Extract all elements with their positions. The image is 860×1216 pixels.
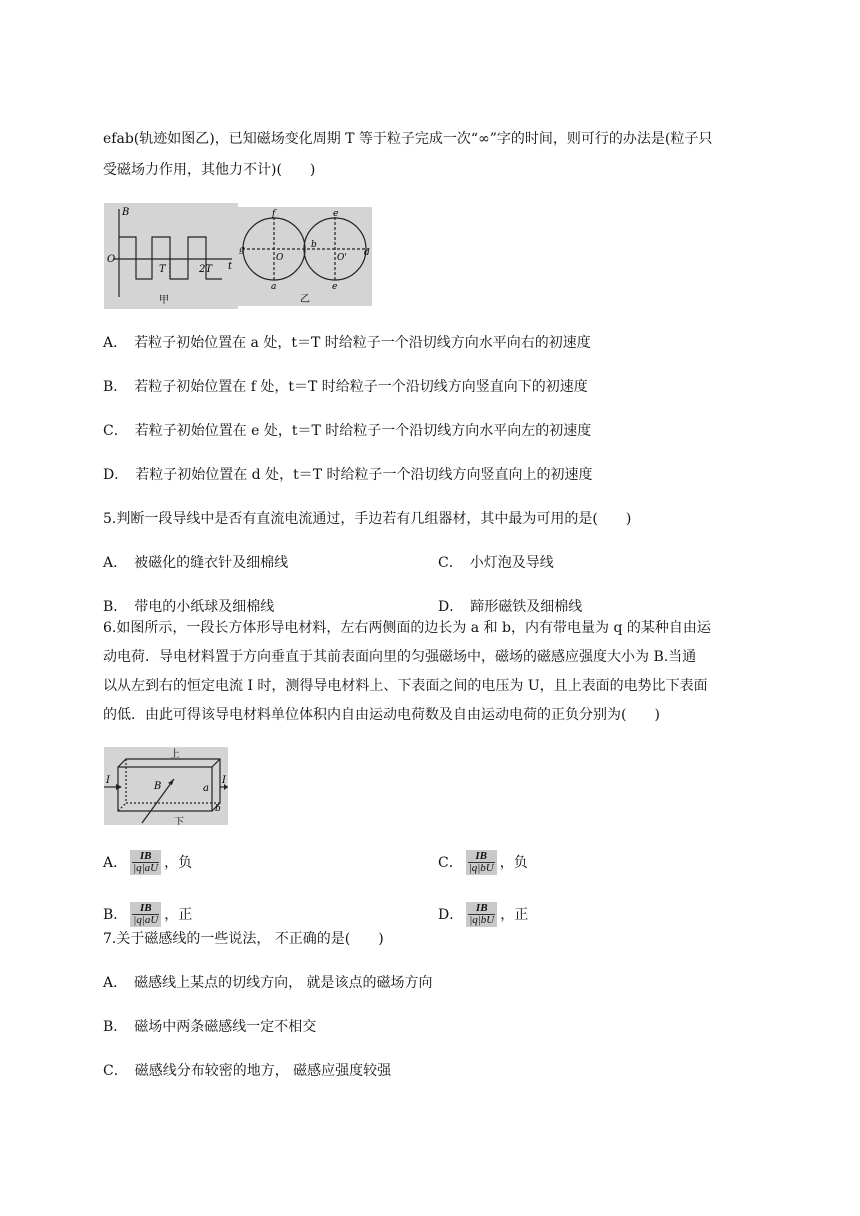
q6-option-c[interactable] <box>438 848 528 876</box>
label-top: 上 <box>170 749 180 760</box>
formula-numerator: IB <box>132 903 159 915</box>
formula <box>130 850 161 875</box>
point-e-bottom: e <box>332 282 338 292</box>
q6-option-b[interactable] <box>103 900 192 928</box>
option-letter: B． <box>103 907 128 923</box>
figure-jia <box>104 203 238 309</box>
point-e-top: e <box>333 209 339 219</box>
q5-option-a[interactable]: A． 被磁化的缝衣针及细棉线 <box>103 555 289 571</box>
point-g: g <box>239 245 245 255</box>
conductor-block-diagram <box>104 747 228 825</box>
q6-stem-line4: 的低．由此可得该导电材料单位体积内自由运动电荷数及自由运动电荷的正负分别为( ) <box>103 707 660 723</box>
q6-stem-line1: 6.如图所示，一段长方体形导电材料，左右两侧面的边长为 a 和 b，内有带电量为 q 的某种自由运 <box>103 620 711 636</box>
q7-option-c[interactable]: C． 磁感线分布较密的地方， 磁感应强度较强 <box>103 1063 392 1079</box>
label-side-b: b <box>215 804 221 814</box>
formula-denominator: |q|aU <box>133 861 159 874</box>
q4-stem-line2: 受磁场力作用，其他力不计)( ) <box>103 162 316 178</box>
q7-option-b[interactable]: B． 磁场中两条磁感线一定不相交 <box>103 1019 317 1035</box>
figure-yi <box>238 207 372 306</box>
formula-denominator: |q|bU <box>468 861 494 874</box>
option-sign: ，负 <box>164 855 193 871</box>
q7-option-a[interactable]: A． 磁感线上某点的切线方向， 就是该点的磁场方向 <box>103 975 433 991</box>
origin-label: O <box>107 254 116 265</box>
q6-option-d[interactable] <box>438 900 528 928</box>
q5-option-d[interactable]: D． 蹄形磁铁及细棉线 <box>438 599 583 615</box>
q7-stem: 7.关于磁感线的一些说法， 不正确的是( ) <box>103 931 384 947</box>
option-letter: C． <box>438 855 463 871</box>
q6-stem-line3: 以从左到右的恒定电流 I 时，测得导电材料上、下表面之间的电压为 U，且上表面的电势比下表面 <box>103 678 708 694</box>
q5-stem: 5.判断一段导线中是否有直流电流通过，手边若有几组器材，其中最为可用的是( ) <box>103 511 632 527</box>
b-t-graph <box>104 203 238 309</box>
formula-numerator: IB <box>468 903 495 915</box>
figure-caption: 甲 <box>159 295 169 306</box>
q4-option-d[interactable]: D． 若粒子初始位置在 d 处，t＝T 时给粒子一个沿切线方向竖直向上的初速度 <box>103 467 593 483</box>
point-b: b <box>311 240 317 250</box>
label-i-left: I <box>106 775 110 786</box>
option-sign: ，负 <box>499 855 528 871</box>
center-o-prime: O' <box>337 253 347 263</box>
formula-numerator: IB <box>132 851 159 863</box>
option-sign: ，正 <box>164 907 193 923</box>
tick-t-label: T <box>159 264 166 275</box>
q5-option-b[interactable]: B． 带电的小纸球及细棉线 <box>103 599 275 615</box>
q4-option-b[interactable]: B． 若粒子初始位置在 f 处，t＝T 时给粒子一个沿切线方向竖直向下的初速度 <box>103 379 588 395</box>
figure-conductor <box>104 747 228 825</box>
point-d: d <box>364 248 370 258</box>
label-i-right: I <box>222 775 226 786</box>
trajectory-diagram <box>238 207 372 306</box>
formula <box>466 850 497 875</box>
formula-denominator: |q|aU <box>133 913 159 926</box>
q6-stem-line2: 动电荷．导电材料置于方向垂直于其前表面向里的匀强磁场中，磁场的磁感应强度大小为 B.当通 <box>103 649 697 665</box>
axis-b-label: B <box>122 207 130 218</box>
point-a: a <box>271 282 277 292</box>
q6-option-a[interactable] <box>103 848 192 876</box>
q4-stem-line1: efab(轨迹如图乙)，已知磁场变化周期 T 等于粒子完成一次“∞”字的时间，则可行的办法是(粒子只 <box>103 131 713 147</box>
center-o: O <box>276 253 284 263</box>
formula-numerator: IB <box>468 851 495 863</box>
formula-denominator: |q|bU <box>469 913 495 926</box>
q4-option-c[interactable]: C． 若粒子初始位置在 e 处，t＝T 时给粒子一个沿切线方向水平向左的初速度 <box>103 423 592 439</box>
q4-option-a[interactable]: A． 若粒子初始位置在 a 处，t＝T 时给粒子一个沿切线方向水平向右的初速度 <box>103 335 591 351</box>
option-sign: ，正 <box>500 907 529 923</box>
q5-option-c[interactable]: C． 小灯泡及导线 <box>438 555 554 571</box>
figure-caption: 乙 <box>300 294 310 305</box>
point-f: f <box>272 209 276 219</box>
axis-t-label: t <box>228 261 233 272</box>
formula <box>466 902 497 927</box>
option-letter: D． <box>438 907 464 923</box>
option-letter: A． <box>103 855 128 871</box>
label-bottom: 下 <box>174 817 184 825</box>
formula <box>130 902 161 927</box>
label-side-a: a <box>203 783 209 794</box>
tick-2t-label: 2T <box>199 264 213 275</box>
label-b-field: B <box>154 781 162 792</box>
